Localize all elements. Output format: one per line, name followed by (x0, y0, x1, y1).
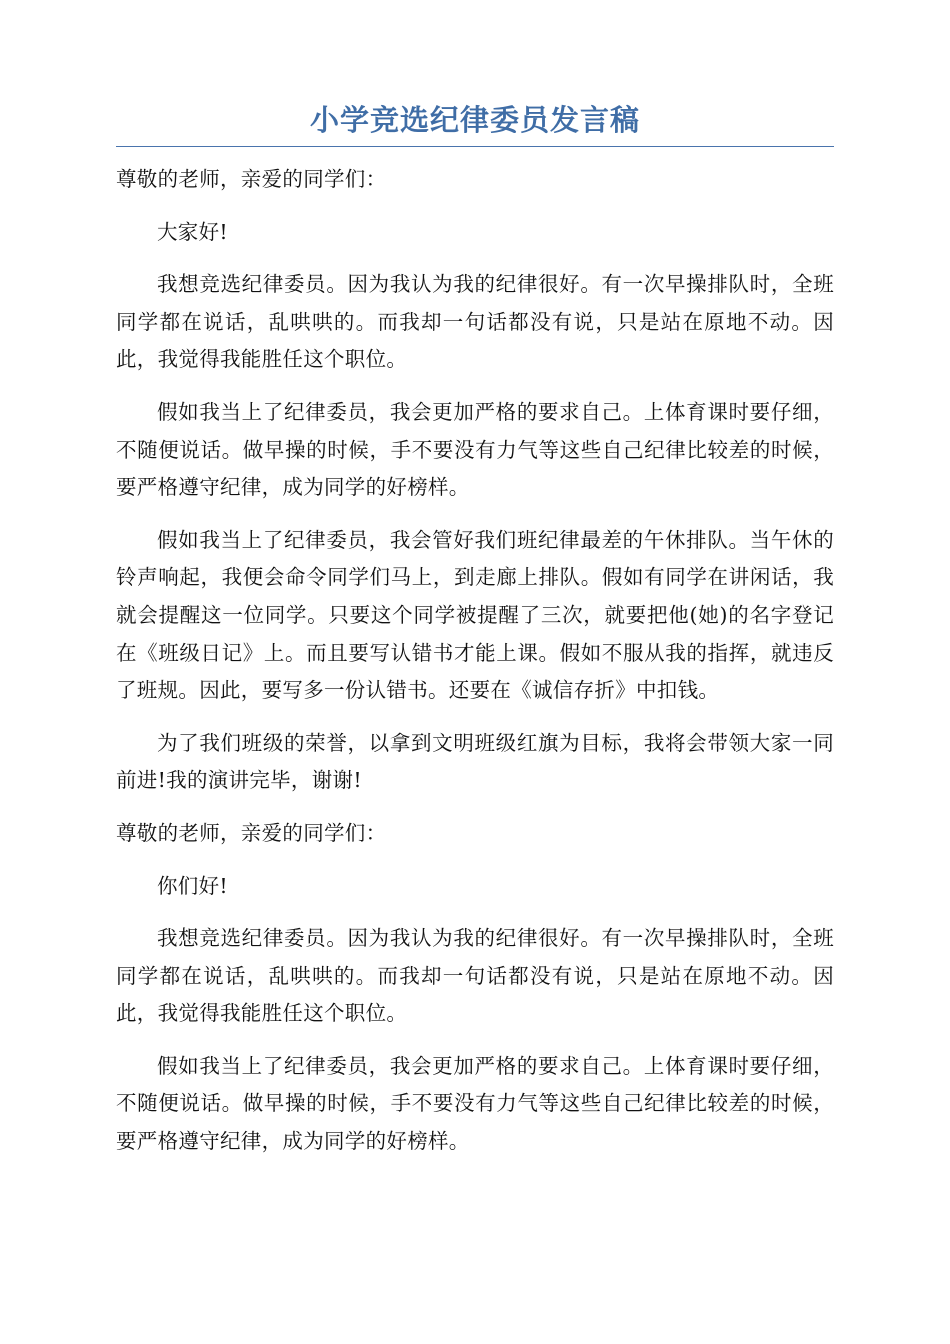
paragraph-body: 假如我当上了纪律委员，我会更加严格的要求自己。上体育课时要仔细，不随便说话。做早操的时候，手不要没有力气等这些自己纪律比较差的时候，要严格遵守纪律，成为同学的好榜样。 (116, 399, 834, 500)
document-body (116, 161, 834, 1161)
paragraph-body: 我想竞选纪律委员。因为我认为我的纪律很好。有一次早操排队时，全班同学都在说话，乱哄哄的。而我却一句话都没有说，只是站在原地不动。因此，我觉得我能胜任这个职位。 (116, 272, 834, 372)
paragraph-greeting-1: 大家好! (157, 219, 228, 244)
paragraph-closing: 为了我们班级的荣誉，以拿到文明班级红旗为目标，我将会带领大家一同前进!我的演讲完毕，谢谢! (116, 730, 834, 793)
paragraph-body: 假如我当上了纪律委员，我会管好我们班纪律最差的午休排队。当午休的铃声响起，我便会命令同学们马上，到走廊上排队。假如有同学在讲闲话，我就会提醒这一位同学。只要这个同学被提醒了三次，就要把他(她)的名字登记在《班级日记》上。而且要写认错书才能上课。假如不服从我的指挥，就违反了班规。因此，要写多一份认错书。还要在《诚信存折》中扣钱。 (116, 527, 834, 703)
document-page (116, 100, 834, 1176)
document-title: 小学竞选纪律委员发言稿 (116, 100, 834, 147)
paragraph-greeting-2: 你们好! (157, 873, 228, 898)
paragraph-salutation-1: 尊敬的老师，亲爱的同学们： (116, 167, 387, 191)
paragraph-body: 我想竞选纪律委员。因为我认为我的纪律很好。有一次早操排队时，全班同学都在说话，乱哄哄的。而我却一句话都没有说，只是站在原地不动。因此，我觉得我能胜任这个职位。 (116, 926, 834, 1026)
paragraph-salutation-2: 尊敬的老师，亲爱的同学们： (116, 820, 387, 845)
paragraph-body: 假如我当上了纪律委员，我会更加严格的要求自己。上体育课时要仔细，不随便说话。做早操的时候，手不要没有力气等这些自己纪律比较差的时候，要严格遵守纪律，成为同学的好榜样。 (116, 1053, 834, 1154)
